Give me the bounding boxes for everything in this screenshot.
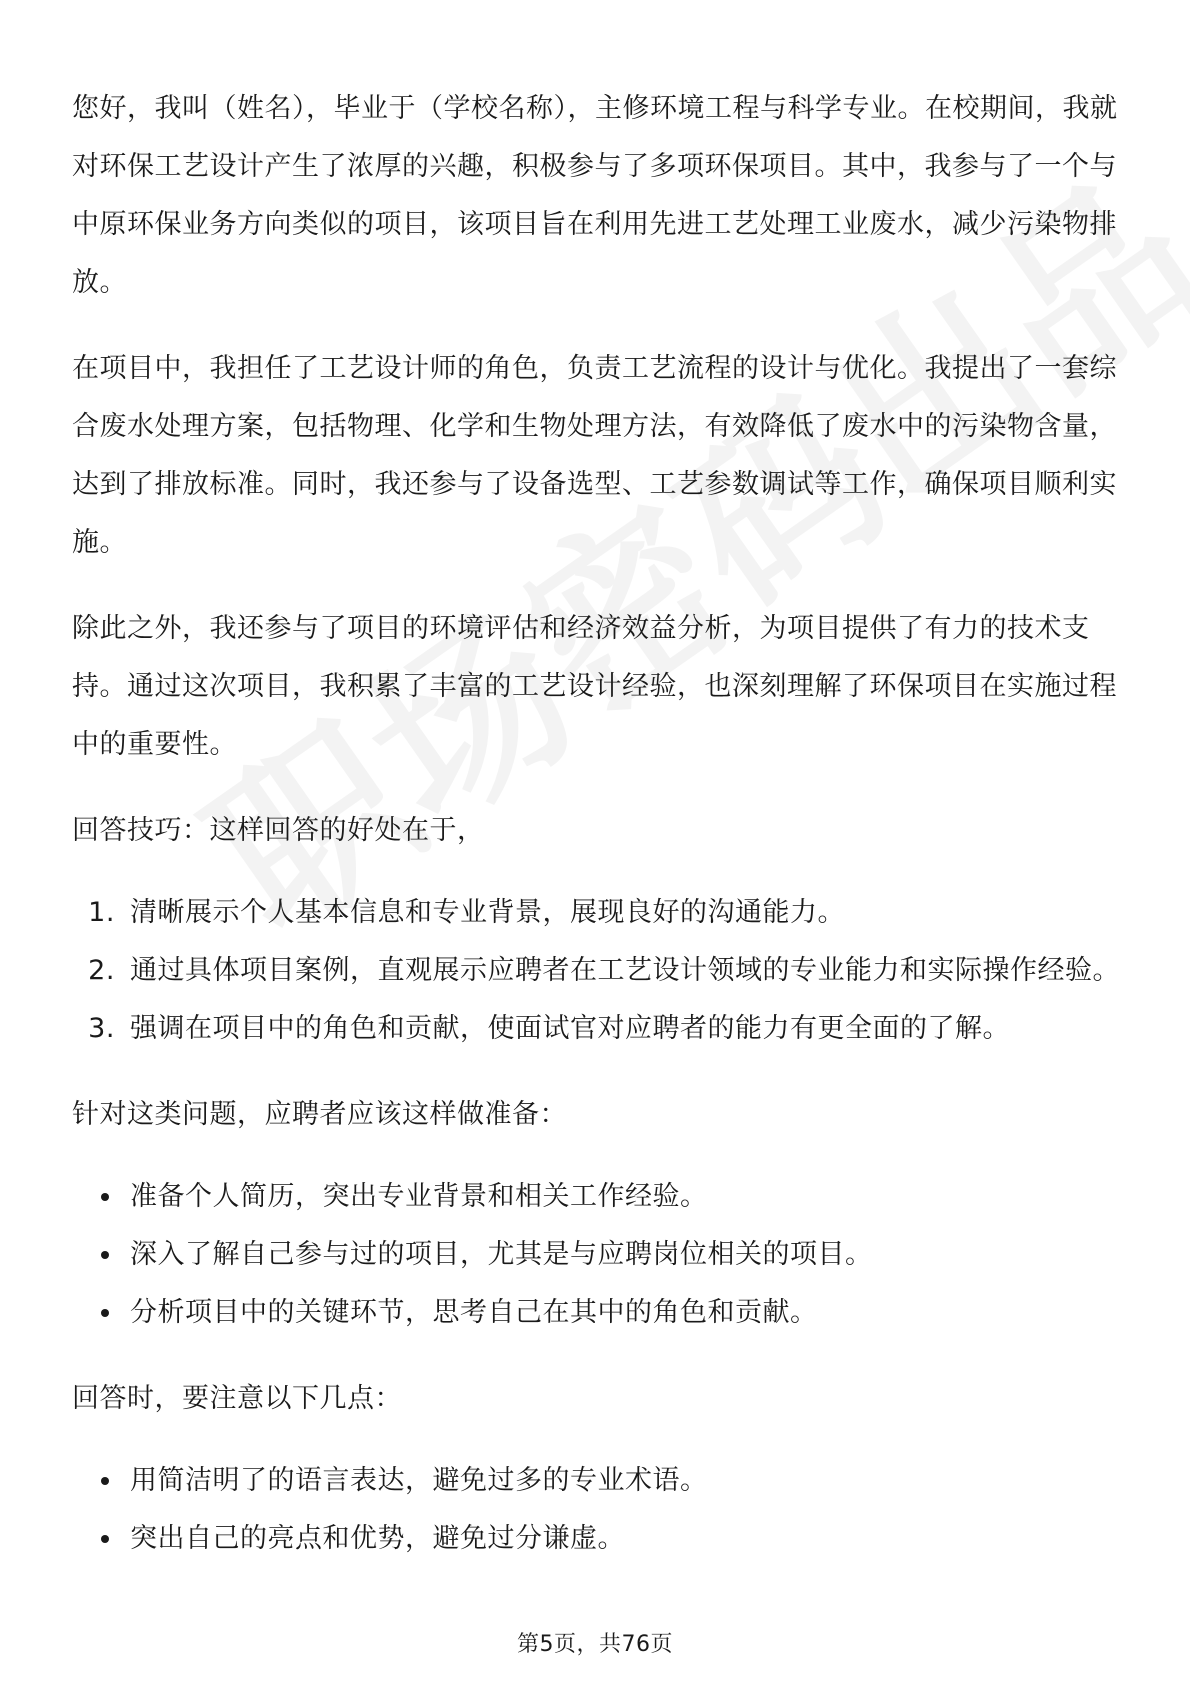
notes-item-2: • 突出自己的亮点和优势，避免过分谦虚。 [124, 1510, 1122, 1568]
tips-item-2: 2. 通过具体项目案例，直观展示应聘者在工艺设计领域的专业能力和实际操作经验。 [124, 942, 1122, 1000]
prep-item-1: • 准备个人简历，突出专业背景和相关工作经验。 [124, 1168, 1122, 1226]
prep-item-2: • 深入了解自己参与过的项目，尤其是与应聘岗位相关的项目。 [124, 1226, 1122, 1284]
paragraph-intro: 您好，我叫（姓名），毕业于（学校名称），主修环境工程与科学专业。在校期间，我就对环保工艺设计产生了浓厚的兴趣，积极参与了多项环保项目。其中，我参与了一个与中原环保业务方向类似的项目，该项目旨在利用先进工艺处理工业废水，减少污染物排放。 [72, 93, 1118, 298]
page-number: 第5页，共76页 [517, 1632, 673, 1657]
tips-heading: 回答技巧：这样回答的好处在于， [72, 815, 485, 846]
notes-item-1: • 用简洁明了的语言表达，避免过多的专业术语。 [124, 1452, 1122, 1510]
prep-item-3: • 分析项目中的关键环节，思考自己在其中的角色和贡献。 [124, 1284, 1122, 1342]
notes-heading: 回答时，要注意以下几点： [72, 1383, 402, 1414]
paragraph-role: 在项目中，我担任了工艺设计师的角色，负责工艺流程的设计与优化。我提出了一套综合废水处理方案，包括物理、化学和生物处理方法，有效降低了废水中的污染物含量，达到了排放标准。同时，我还参与了设备选型、工艺参数调试等工作，确保项目顺利实施。 [72, 353, 1117, 558]
prep-heading: 针对这类问题，应聘者应该这样做准备： [72, 1099, 567, 1130]
prep-list [72, 1168, 1122, 1342]
notes-list [72, 1452, 1122, 1568]
document-body [72, 80, 1122, 1568]
tips-item-3: 3. 强调在项目中的角色和贡献，使面试官对应聘者的能力有更全面的了解。 [124, 1000, 1122, 1058]
paragraph-extra: 除此之外，我还参与了项目的环境评估和经济效益分析，为项目提供了有力的技术支持。通过这次项目，我积累了丰富的工艺设计经验，也深刻理解了环保项目在实施过程中的重要性。 [72, 613, 1117, 760]
tips-list [72, 884, 1122, 1058]
tips-item-1: 1. 清晰展示个人基本信息和专业背景，展现良好的沟通能力。 [124, 884, 1122, 942]
